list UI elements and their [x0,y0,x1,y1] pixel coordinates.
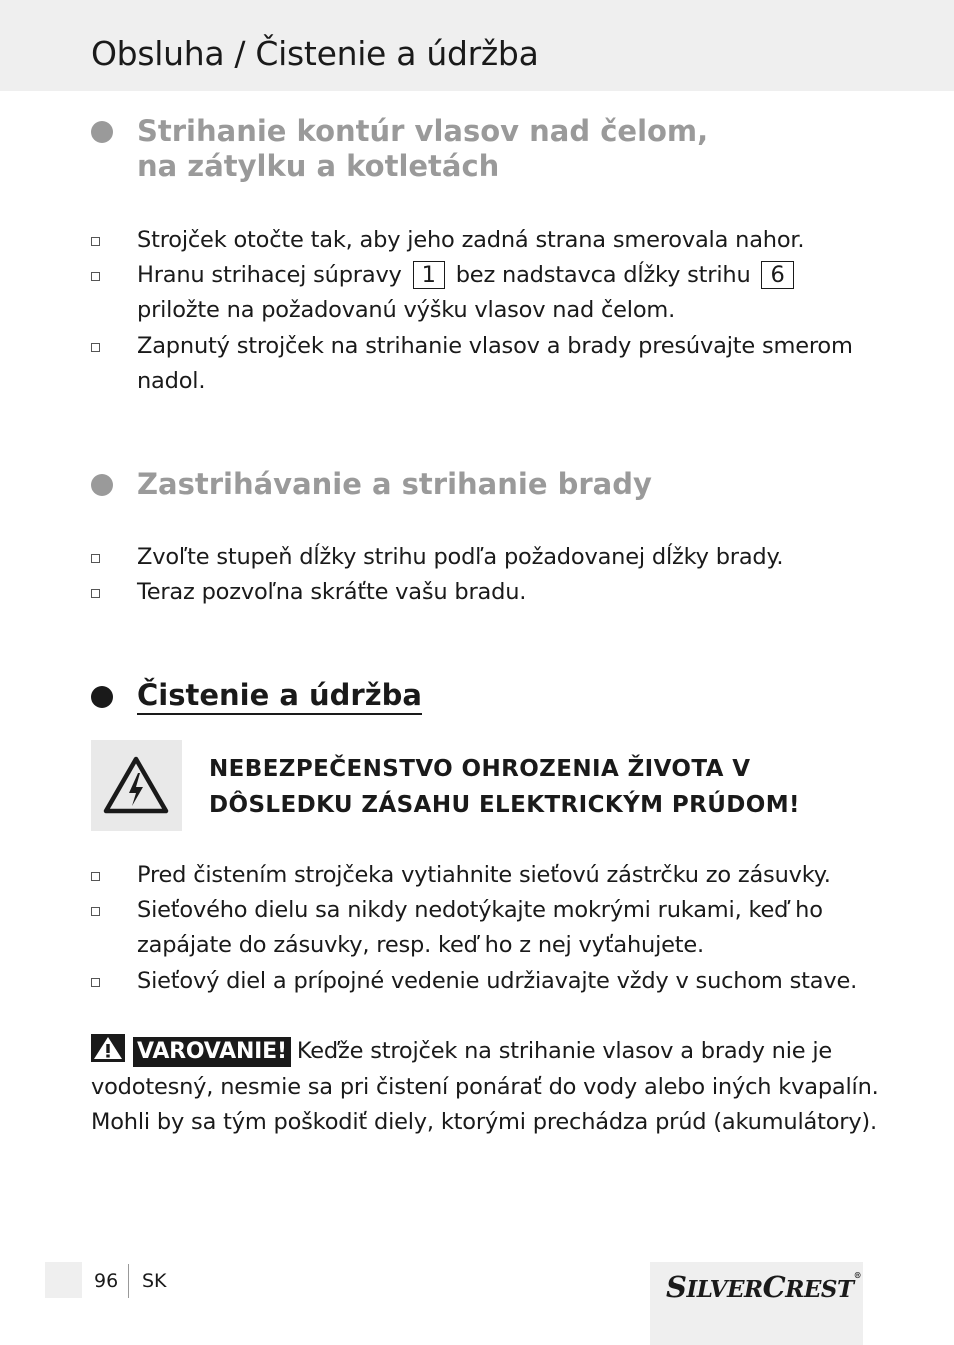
list-item-text: priložte na požadovanú výšku vlasov nad čelom. [137,297,676,323]
warning-paragraph [91,1034,881,1141]
list-item [137,540,877,575]
exclamation-warning-triangle-icon [91,1034,125,1062]
list-item [137,858,877,893]
danger-warning-text [209,751,800,823]
list-item [137,893,877,963]
danger-icon-box [91,740,182,831]
checkbox-square-icon [91,554,100,563]
list-item-text: Sieťový diel a prípojné vedenie udržiavajte vždy v suchom stave. [137,968,858,994]
section-bullet-icon [91,474,113,496]
list-item-text: Strojček otočte tak, aby jeho zadná strana smerovala nahor. [137,227,805,253]
list-item [137,575,877,610]
list-item-text: Teraz pozvoľna skráťte vašu bradu. [137,579,527,605]
page-number: 96 [94,1270,119,1292]
section-bullet-icon [91,686,113,708]
electric-shock-warning-triangle-icon [103,756,169,814]
checkbox-square-icon [91,237,100,246]
list-item [137,258,877,328]
brand-logo [666,1270,861,1304]
danger-line1: NEBEZPEČENSTVO OHROZENIA ŽIVOTA V [209,756,751,782]
language-code: SK [142,1270,167,1292]
checkbox-square-icon [91,272,100,281]
section-heading-beard: Zastrihávanie a strihanie brady [137,467,652,501]
footer-gray-box [45,1262,82,1298]
section-bullet-icon [91,121,113,143]
list-item-text: Pred čistením strojčeka vytiahnite sieťovú zástrčku zo zásuvky. [137,862,831,888]
danger-line2: DÔSLEDKU ZÁSAHU ELEKTRICKÝM PRÚDOM! [209,792,800,818]
warning-text: Keďže strojček na strihanie vlasov a brady nie je vodotesný, nesmie sa pri čistení ponárať do vody alebo iných kvapalín. Mohli by sa tým poškodiť diely, ktorými prechádza prúd (akumulátory). [91,1038,879,1135]
checkbox-square-icon [91,872,100,881]
list-item-text: Zvoľte stupeň dĺžky strihu podľa požadovanej dĺžky brady. [137,544,784,570]
registered-mark: ® [853,1270,862,1280]
checkbox-square-icon [91,343,100,352]
warning-label: VAROVANIE! [133,1037,291,1067]
list-item [137,329,877,399]
brand-logo-box [650,1262,863,1345]
list-item-text: Sieťového dielu sa nikdy nedotýkajte mokrými rukami, keď ho zapájate do zásuvky, resp. keď ho z nej vyťahujete. [137,897,823,958]
section-heading-line1: Strihanie kontúr vlasov nad čelom, [137,114,709,148]
logo-letter: C [762,1270,786,1304]
list-item-text: Zapnutý strojček na strihanie vlasov a brady presúvajte smerom nadol. [137,333,853,394]
checkbox-square-icon [91,978,100,987]
section-heading-line2: na zátylku a kotletách [137,149,500,183]
checkbox-square-icon [91,907,100,916]
checkbox-square-icon [91,589,100,598]
section-heading-cleaning [137,678,422,713]
footer-divider [128,1264,129,1298]
list-item [137,223,877,258]
logo-letters: ILVER [686,1276,763,1303]
page-title: Obsluha / Čistenie a údržba [91,34,539,73]
part-reference-box: 1 [413,261,445,289]
list-item-text: Hranu strihacej súpravy [137,262,402,288]
section-heading-text: Čistenie a údržba [137,678,422,715]
list-item [137,964,877,999]
part-reference-box: 6 [761,261,793,289]
logo-letters: REST [785,1276,854,1303]
list-item-text: bez nadstavca dĺžky strihu [455,262,751,288]
section-heading-contours [137,114,708,184]
logo-letter: S [666,1270,687,1304]
